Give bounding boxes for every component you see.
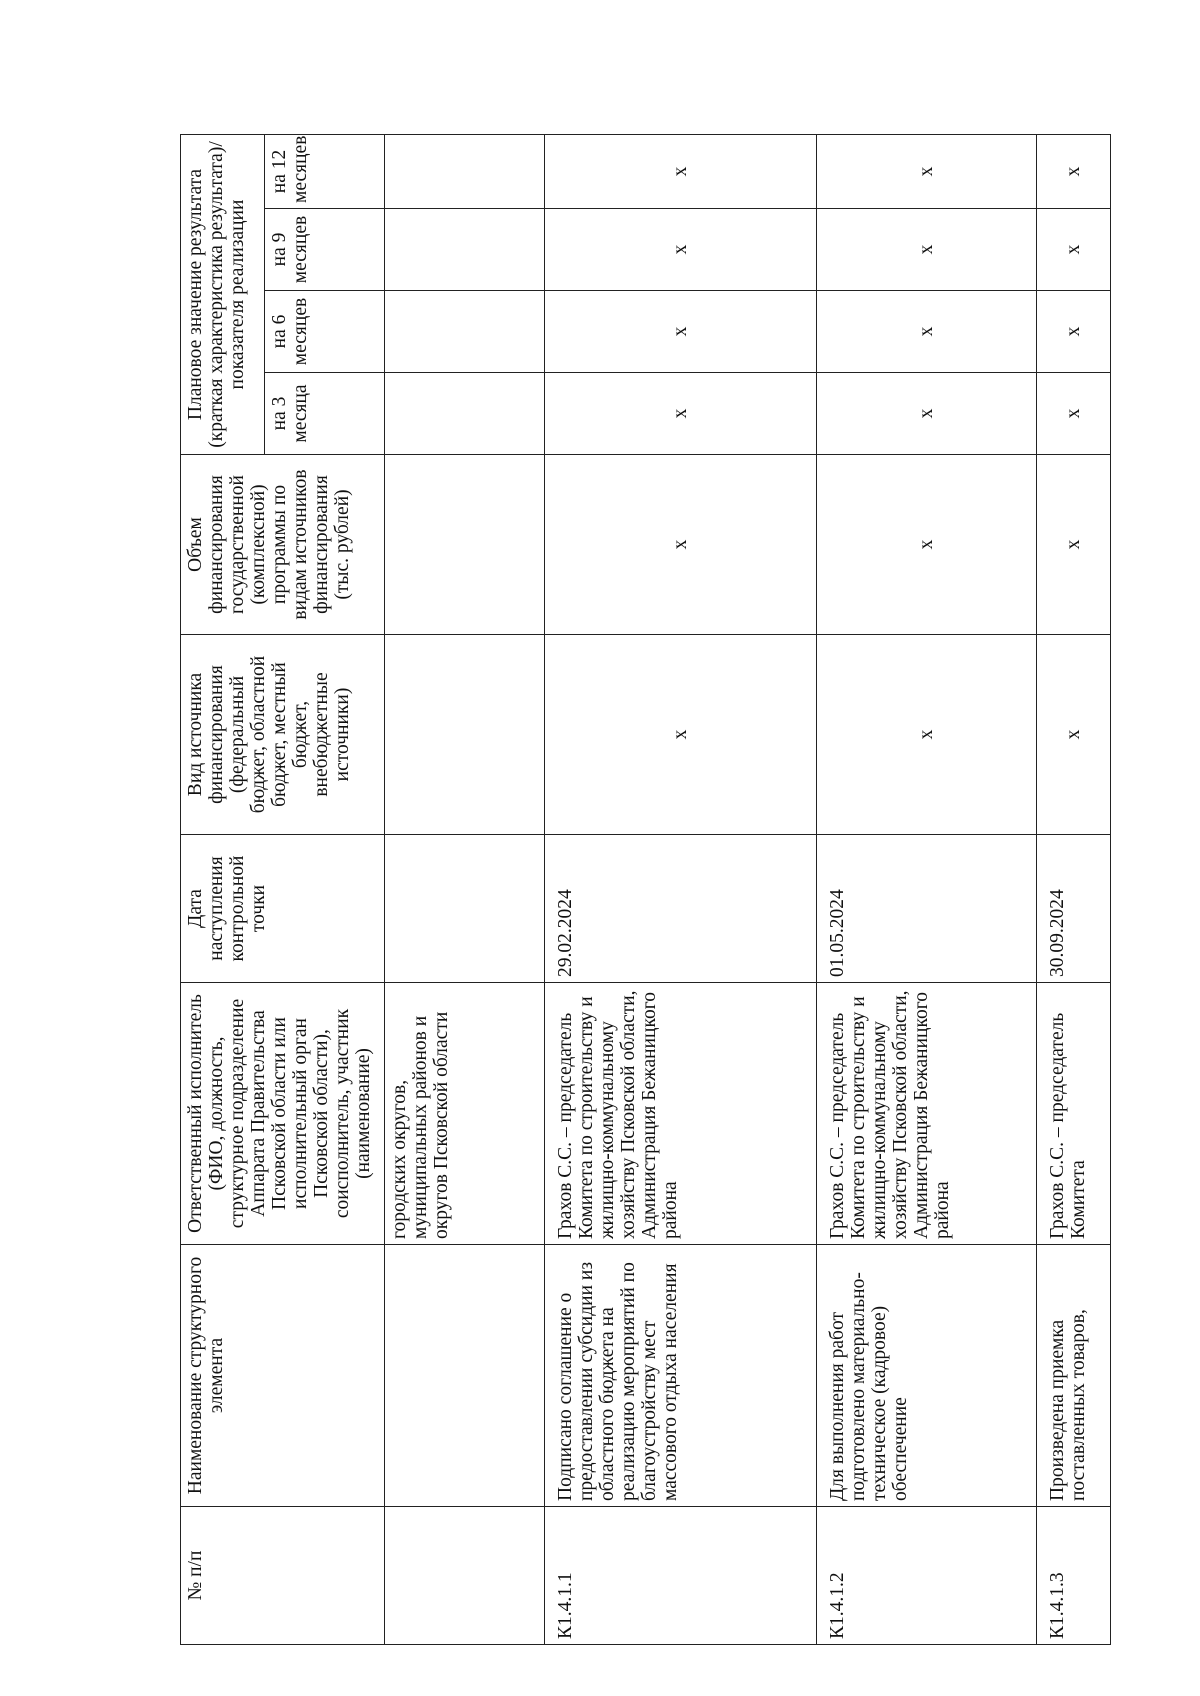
row-date: 01.05.2024 bbox=[817, 835, 1037, 983]
row-m12: x bbox=[545, 135, 817, 209]
row-m3: x bbox=[817, 373, 1037, 455]
responsible-continuation: городских округов, муниципальных районов и округов Псковской области bbox=[385, 983, 545, 1245]
row-m12: x bbox=[1037, 135, 1111, 209]
header-m3: на 3 месяца bbox=[265, 373, 385, 455]
row-volume: x bbox=[1037, 455, 1111, 635]
header-date: Дата наступления контрольной точки bbox=[181, 835, 385, 983]
header-source: Вид источника финансирования (федеральный бюджет, областной бюджет, местный бюджет, внебюджетные источники) bbox=[181, 635, 385, 835]
row-m9: x bbox=[1037, 209, 1111, 291]
row-source: x bbox=[1037, 635, 1111, 835]
row-date: 29.02.2024 bbox=[545, 835, 817, 983]
table-row bbox=[1037, 135, 1111, 1645]
header-plan: Плановое значение результата (краткая характеристика результата)/показателя реализации bbox=[181, 135, 265, 455]
row-m12: x bbox=[817, 135, 1037, 209]
header-m12: на 12 месяцев bbox=[265, 135, 385, 209]
row-source: x bbox=[545, 635, 817, 835]
row-name: Произведена приемка поставленных товаров, bbox=[1037, 1245, 1111, 1507]
table-row bbox=[545, 135, 817, 1645]
row-name: Для выполнения работ подготовлено материально-техническое (кадровое) обеспечение bbox=[817, 1245, 1037, 1507]
row-number: К1.4.1.3 bbox=[1037, 1507, 1111, 1645]
row-date: 30.09.2024 bbox=[1037, 835, 1111, 983]
row-m6: x bbox=[1037, 291, 1111, 373]
row-volume: x bbox=[817, 455, 1037, 635]
row-responsible: Грахов С.С. – председатель Комитета bbox=[1037, 983, 1111, 1245]
header-responsible: Ответственный исполнитель (ФИО, должность, структурное подразделение Аппарата Правительства Псковской области или исполнительный орган Псковской области), соисполнитель, участник (наименование) bbox=[181, 983, 385, 1245]
row-m3: x bbox=[1037, 373, 1111, 455]
header-num: № п/п bbox=[181, 1507, 385, 1645]
row-number: К1.4.1.2 bbox=[817, 1507, 1037, 1645]
row-responsible: Грахов С.С. – председатель Комитета по строительству и жилищно-коммунальному хозяйству Псковской области, Администрация Бежаницкого района bbox=[817, 983, 1037, 1245]
row-responsible: Грахов С.С. – председатель Комитета по строительству и жилищно-коммунальному хозяйству Псковской области, Администрация Бежаницкого района bbox=[545, 983, 817, 1245]
row-m6: x bbox=[545, 291, 817, 373]
header-m9: на 9 месяцев bbox=[265, 209, 385, 291]
row-name: Подписано соглашение о предоставлении субсидии из областного бюджета на реализацию мероприятий по благоустройству мест массового отдыха населения bbox=[545, 1245, 817, 1507]
header-name: Наименование структурного элемента bbox=[181, 1245, 385, 1507]
row-m9: x bbox=[545, 209, 817, 291]
table-row-continuation bbox=[385, 135, 545, 1645]
row-volume: x bbox=[545, 455, 817, 635]
header-volume: Объем финансирования государственной (комплексной) программы по видам источников финансирования (тыс. рублей) bbox=[181, 455, 385, 635]
header-m6: на 6 месяцев bbox=[265, 291, 385, 373]
table-row bbox=[817, 135, 1037, 1645]
plan-table bbox=[180, 134, 1111, 1645]
row-source: x bbox=[817, 635, 1037, 835]
row-m9: x bbox=[817, 209, 1037, 291]
row-m6: x bbox=[817, 291, 1037, 373]
rotated-document-page bbox=[180, 135, 1110, 1645]
row-m3: x bbox=[545, 373, 817, 455]
row-number: К1.4.1.1 bbox=[545, 1507, 817, 1645]
